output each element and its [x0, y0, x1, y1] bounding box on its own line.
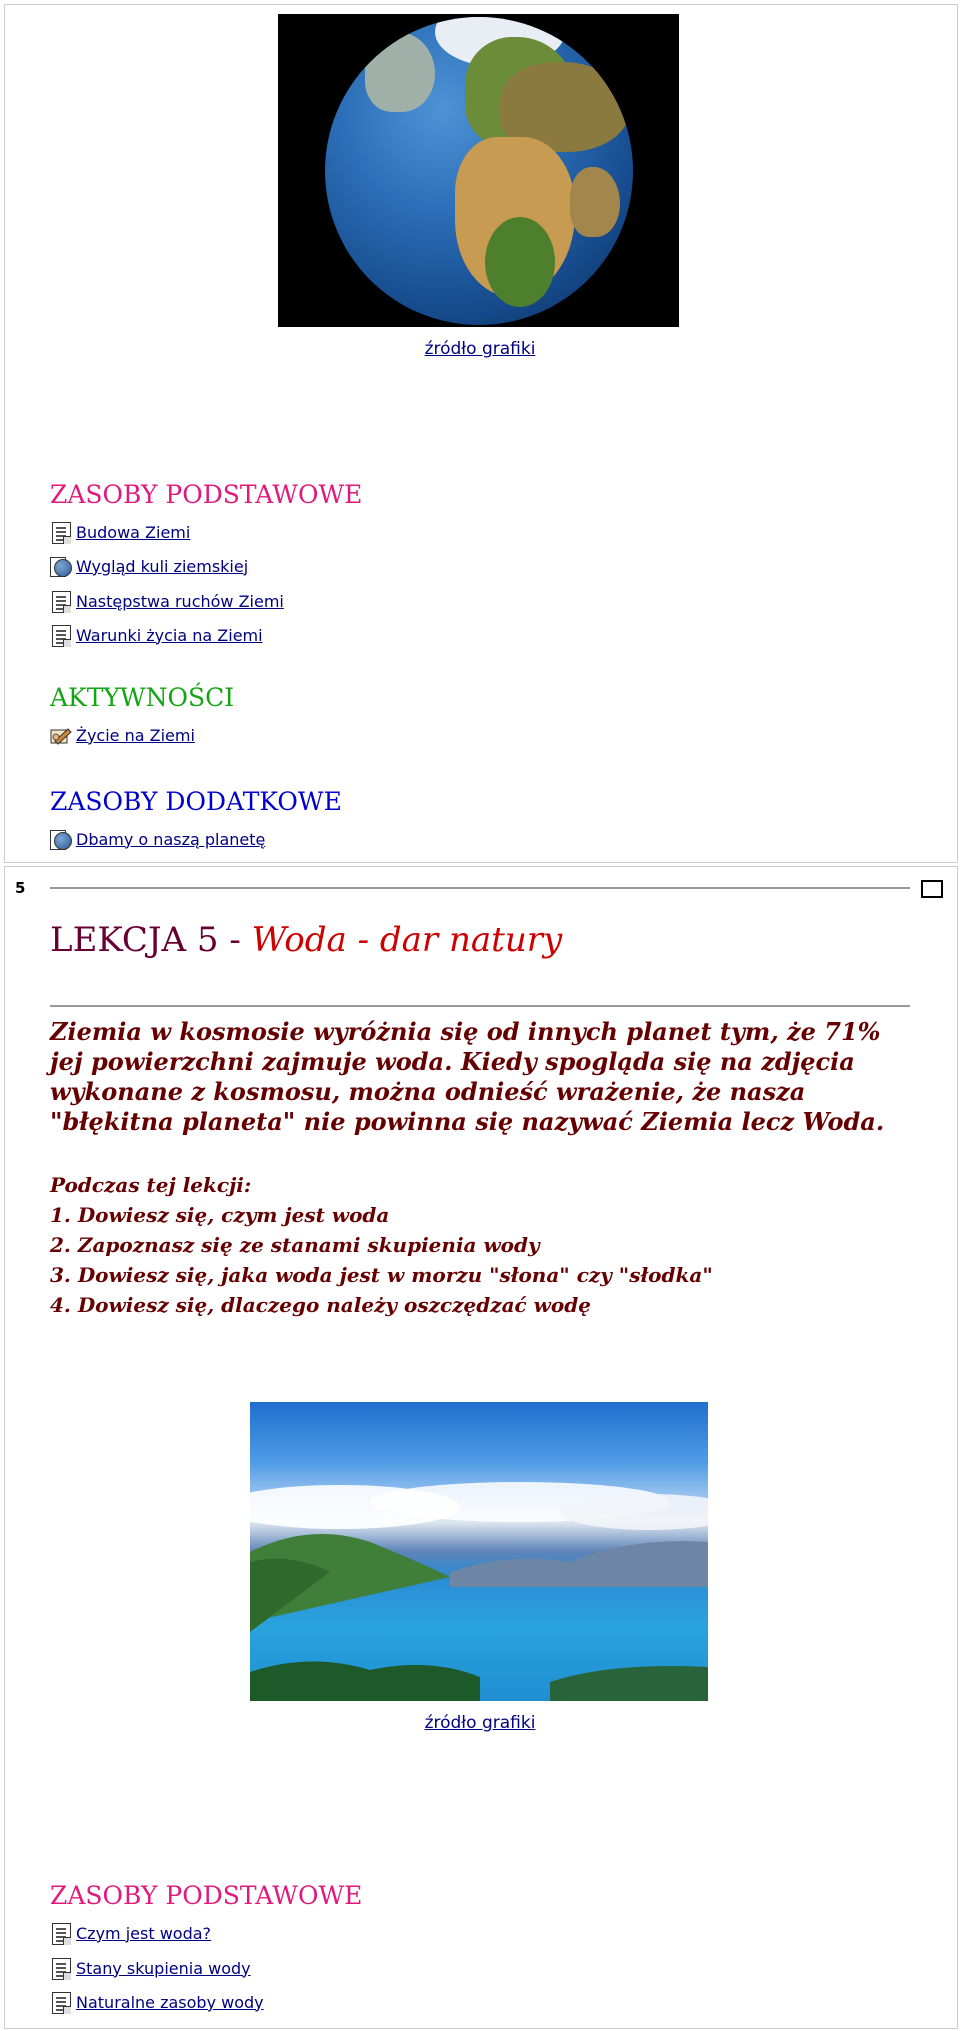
globe-page-icon [50, 555, 72, 577]
resource-item[interactable] [50, 1955, 251, 1981]
week-divider [50, 887, 910, 889]
activities-heading: AKTYWNOŚCI [50, 683, 235, 712]
resource-link[interactable]: Czym jest woda? [76, 1923, 212, 1943]
document-icon [50, 521, 72, 543]
goal-item: 1. Dowiesz się, czym jest woda [50, 1203, 390, 1227]
extra-resources-heading: ZASOBY DODATKOWE [50, 787, 342, 816]
pencil-hand-icon [50, 724, 72, 746]
week-number: 5 [15, 879, 26, 897]
resource-item[interactable] [50, 553, 248, 579]
lesson-title [50, 920, 562, 960]
document-icon [50, 624, 72, 646]
resource-item[interactable] [50, 826, 265, 852]
image-source-label: źródło grafiki [424, 1713, 536, 1733]
basic-resources-heading: ZASOBY PODSTAWOWE [50, 480, 363, 509]
goals-intro: Podczas tej lekcji: [50, 1173, 252, 1197]
globe-page-icon [50, 828, 72, 850]
resource-link[interactable]: Warunki życia na Ziemi [76, 625, 263, 645]
resource-item[interactable] [50, 519, 190, 545]
lesson-intro: Ziemia w kosmosie wyróżnia się od innych planet tym, że 71% jej powierzchni zajmuje woda. Kiedy spogląda się na zdjęcia wykonane z kosmosu, można odnieść wrażenie, że nasza "błękitna planeta" nie powinna się nazywać Ziemia lecz Woda. [50, 1017, 885, 1136]
basic-resources-heading: ZASOBY PODSTAWOWE [50, 1881, 363, 1910]
lesson-goals [50, 1170, 713, 1320]
title-divider [50, 1005, 910, 1007]
highlight-week-toggle[interactable] [921, 880, 943, 898]
goal-item: 4. Dowiesz się, dlaczego należy oszczędzać wodę [50, 1293, 591, 1317]
image-source-label: źródło grafiki [424, 339, 536, 359]
resource-link[interactable]: Stany skupienia wody [76, 1958, 251, 1978]
activity-link[interactable]: Życie na Ziemi [76, 725, 195, 745]
image-source-link-2[interactable] [0, 1713, 960, 1733]
goal-item: 2. Zapoznasz się ze stanami skupienia wody [50, 1233, 540, 1257]
resource-link[interactable]: Naturalne zasoby wody [76, 1992, 264, 2012]
document-icon [50, 590, 72, 612]
image-source-link[interactable] [0, 339, 960, 359]
resource-item[interactable] [50, 1989, 264, 2015]
goal-item: 3. Dowiesz się, jaka woda jest w morzu "słona" czy "słodka" [50, 1263, 713, 1287]
resource-link[interactable]: Wygląd kuli ziemskiej [76, 556, 249, 576]
document-icon [50, 1957, 72, 1979]
resource-item[interactable] [50, 1920, 211, 1946]
lake-image [250, 1402, 708, 1701]
earth-image [278, 14, 679, 327]
lesson-title-prefix: LEKCJA 5 - [50, 920, 252, 960]
document-icon [50, 1922, 72, 1944]
resource-link[interactable]: Dbamy o naszą planetę [76, 829, 266, 849]
resource-item[interactable] [50, 588, 284, 614]
lesson-title-topic: Woda - dar natury [251, 920, 563, 960]
resource-item[interactable] [50, 622, 263, 648]
document-icon [50, 1991, 72, 2013]
resource-link[interactable]: Następstwa ruchów Ziemi [76, 591, 284, 611]
activity-item[interactable] [50, 722, 195, 748]
resource-link[interactable]: Budowa Ziemi [76, 522, 191, 542]
